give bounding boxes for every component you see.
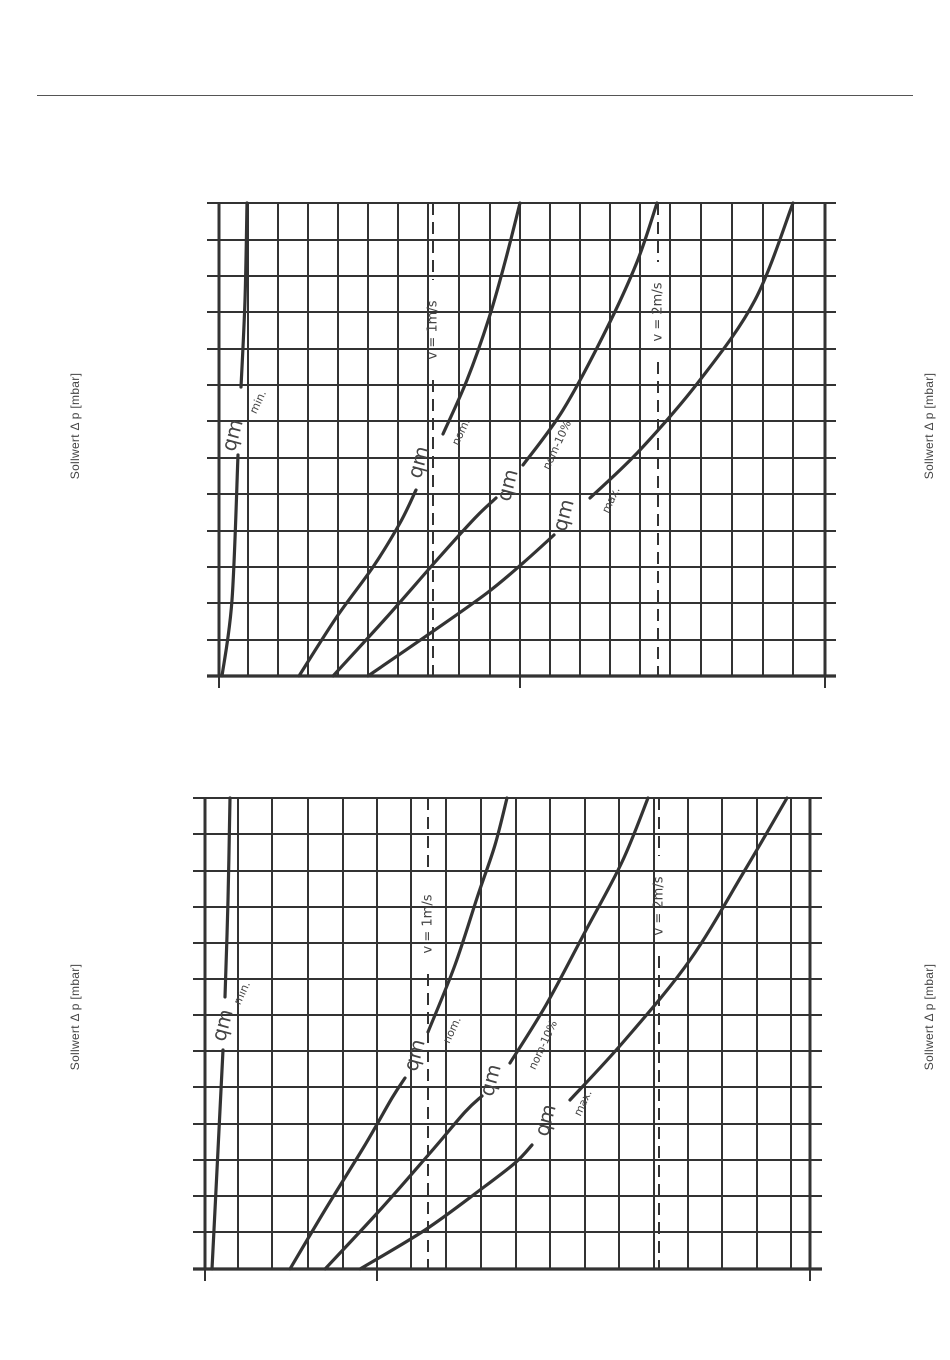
series-label: qm <box>206 1006 238 1044</box>
series-label-subscript: nom-10% <box>539 418 575 472</box>
y-axis-label-left-bottom: Sollwert Δ p [mbar] <box>68 963 82 1071</box>
series-label: qm <box>474 1061 506 1099</box>
chart-2 <box>193 798 822 1281</box>
y-axis-label-right-bottom: Sollwert Δ p [mbar] <box>922 963 936 1071</box>
reference-line-label: v = 2m/s <box>651 876 667 936</box>
series-line <box>510 798 648 1063</box>
grid <box>193 798 822 1269</box>
series-line <box>241 203 247 387</box>
reference-line-label: v = 2m/s <box>650 282 666 342</box>
series-line <box>225 798 230 997</box>
series-label-subscript: min. <box>246 388 270 416</box>
series-label: qm <box>402 443 434 481</box>
series-line <box>443 203 520 434</box>
reference-line-label: v = 1m/s <box>420 894 436 954</box>
grid <box>207 203 836 676</box>
y-axis-label-right-top: Sollwert Δ p [mbar] <box>922 372 936 480</box>
series-label-subscript: nom. <box>440 1014 464 1046</box>
series-label-subscript: nom. <box>449 416 473 448</box>
series-label: qm <box>491 466 523 504</box>
chart-1 <box>207 203 836 688</box>
series-label: qm <box>398 1036 430 1074</box>
series-label: qm <box>529 1101 561 1139</box>
series-line <box>570 798 787 1100</box>
series-label-subscript: nom-10% <box>525 1018 561 1072</box>
reference-line-label: v = 1m/s <box>425 300 441 360</box>
series-lines <box>212 798 787 1269</box>
series-line <box>523 203 657 465</box>
series-line <box>222 455 238 676</box>
series-label: qm <box>547 496 579 534</box>
series-label: qm <box>216 416 248 454</box>
series-label-subscript: min. <box>230 979 254 1007</box>
series-label-subscript: max. <box>571 1087 595 1119</box>
y-axis-label-left-top: Sollwert Δ p [mbar] <box>68 372 82 480</box>
series-label-subscript: max. <box>599 484 623 516</box>
